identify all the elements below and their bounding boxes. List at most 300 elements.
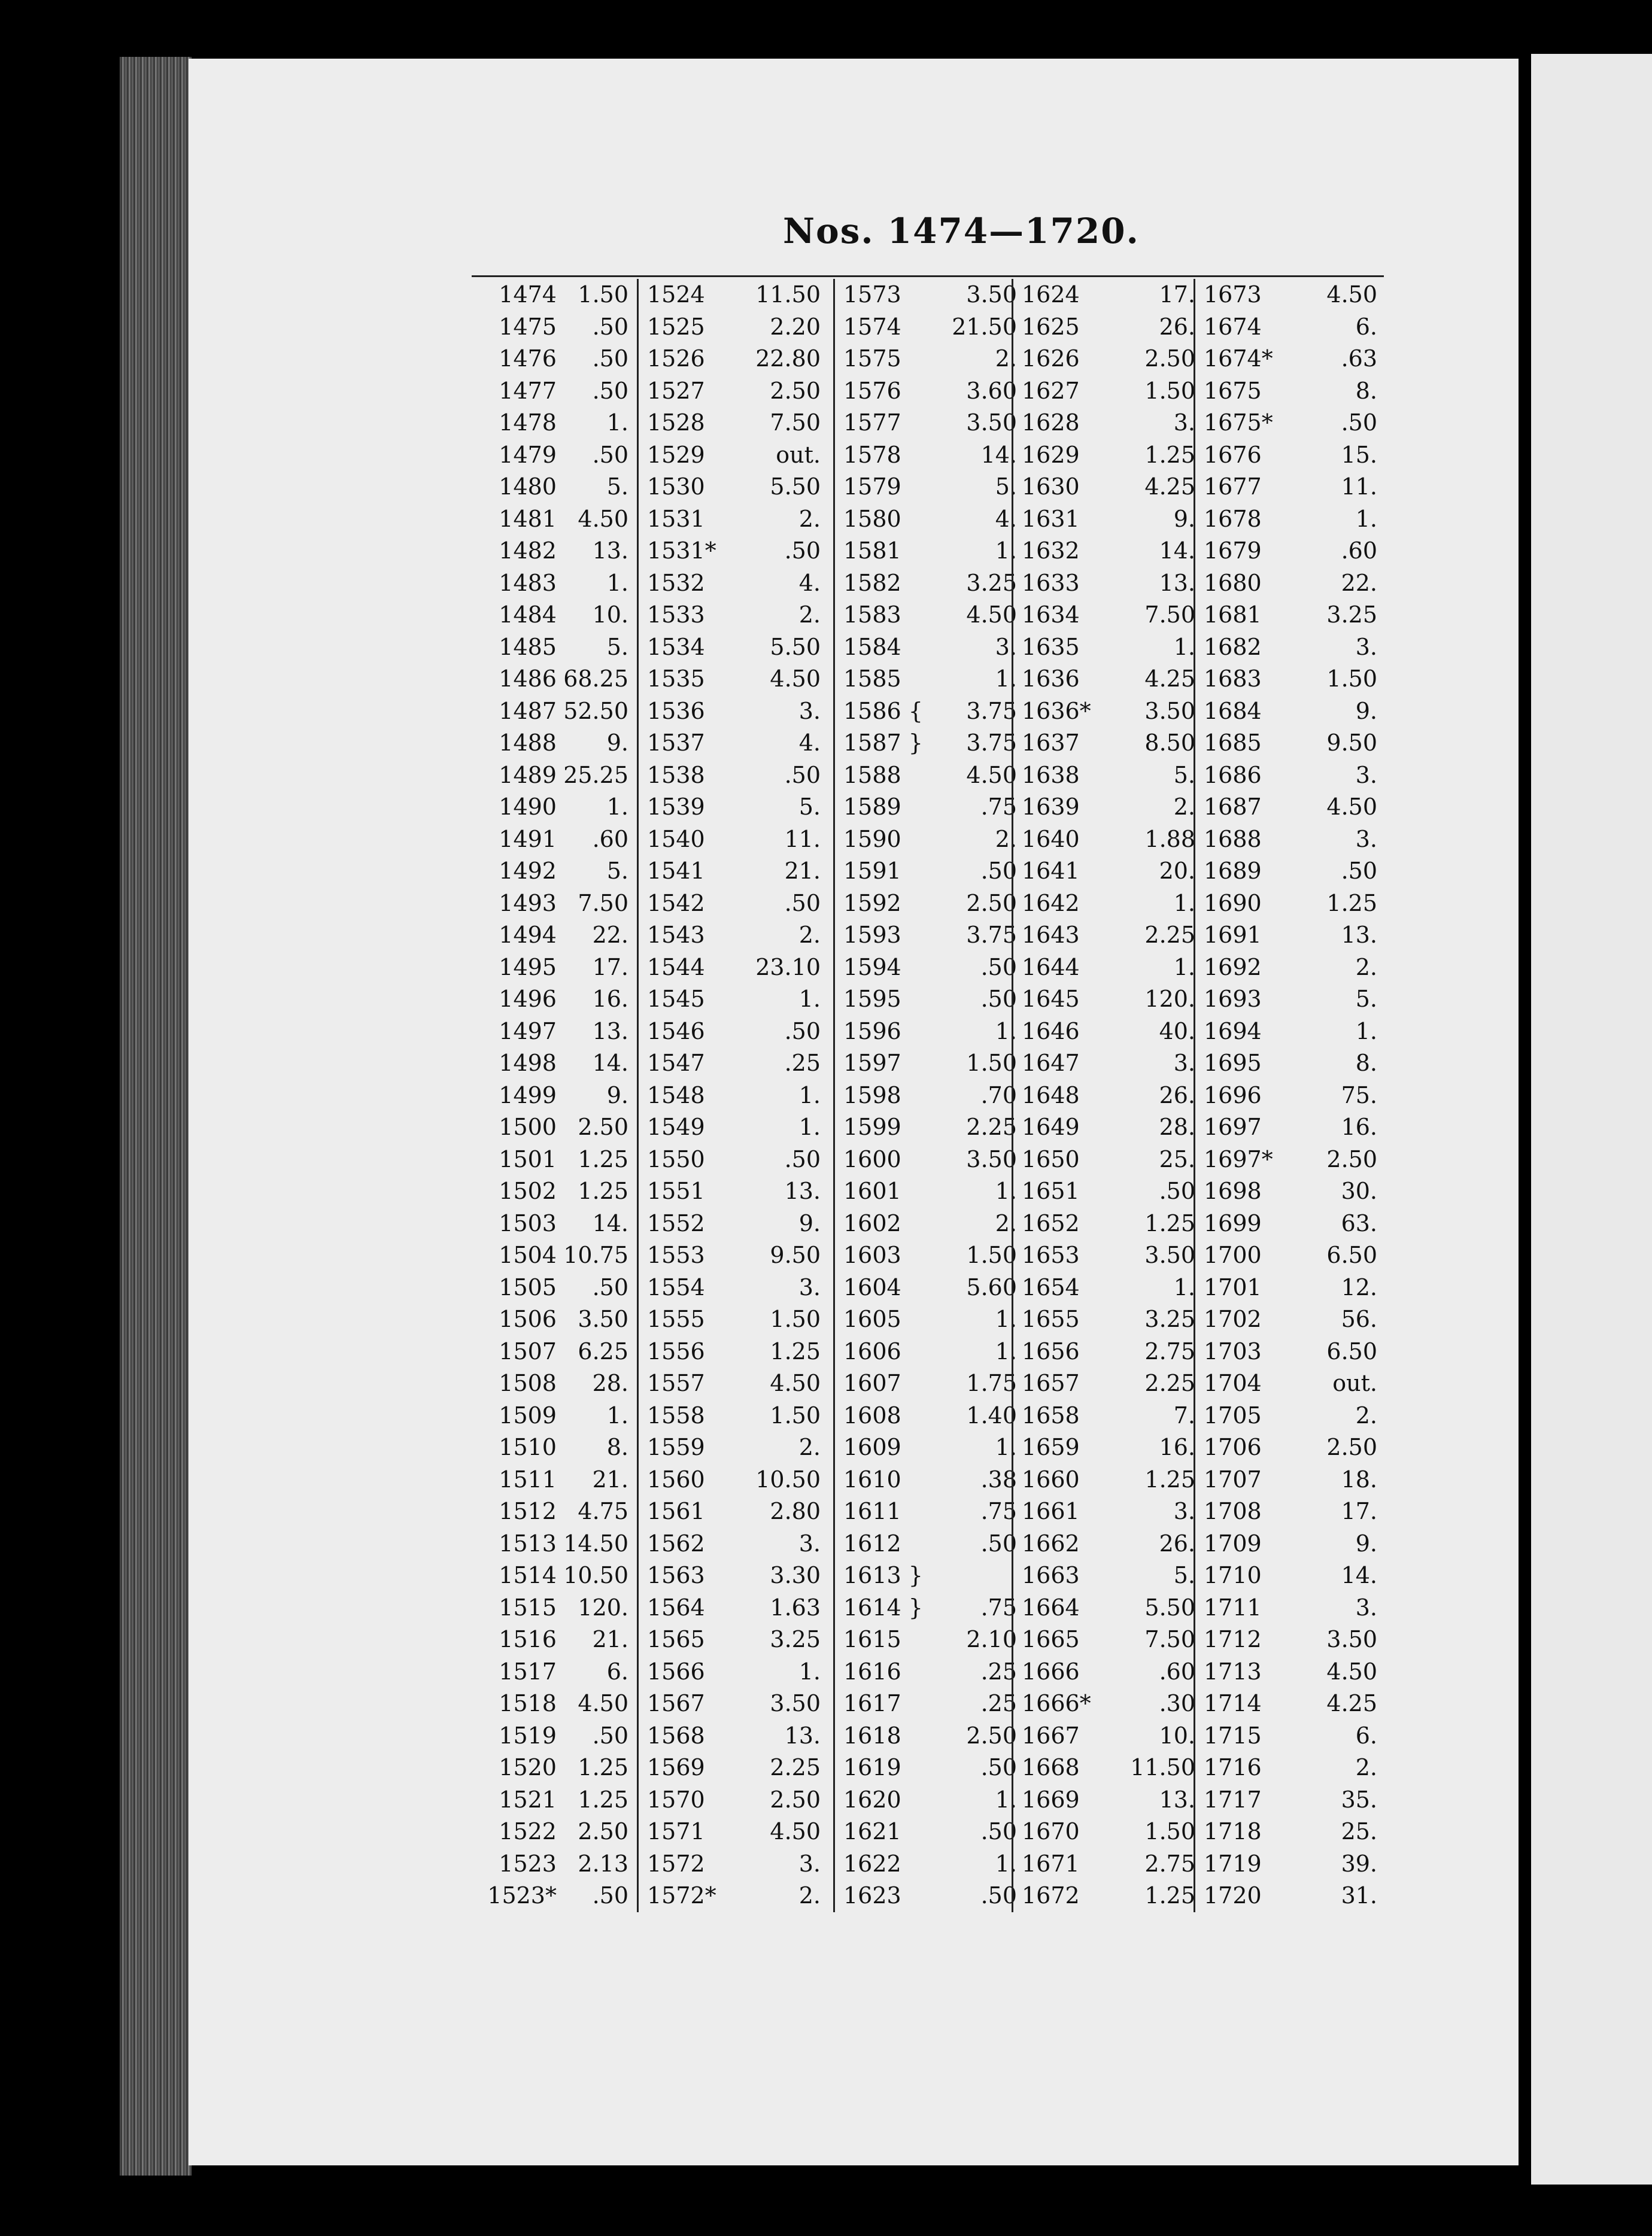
- item-price: .50: [1159, 1178, 1195, 1204]
- table-row: [647, 1336, 839, 1368]
- item-price: 1.: [798, 986, 821, 1012]
- item-number: 1556: [647, 1338, 705, 1365]
- item-price: 13.: [1159, 1786, 1195, 1813]
- table-row: [1022, 343, 1201, 375]
- item-number: 1615: [843, 1626, 901, 1652]
- table-row: [647, 1144, 839, 1176]
- item-number: 1477: [499, 377, 557, 404]
- table-row: [1022, 663, 1201, 695]
- table-row: [452, 1175, 631, 1208]
- item-number: 1716: [1204, 1754, 1262, 1781]
- table-row: [1204, 1720, 1383, 1752]
- item-number: 1539: [647, 794, 705, 820]
- item-price: 2.50: [578, 1818, 628, 1845]
- item-price: 1.25: [1144, 1466, 1195, 1493]
- item-price: 2.: [798, 1882, 821, 1909]
- table-row: [647, 727, 839, 759]
- item-price: 1.: [995, 1434, 1017, 1460]
- item-number: 1595: [843, 986, 901, 1012]
- item-number: 1521: [499, 1786, 557, 1813]
- item-number: 1694: [1204, 1017, 1262, 1044]
- item-number: 1576: [843, 377, 901, 404]
- table-row: [843, 567, 1023, 600]
- item-number: 1578: [843, 441, 901, 468]
- item-price: 7.50: [1144, 1626, 1195, 1652]
- item-number: 1671: [1022, 1850, 1080, 1877]
- item-price: 7.: [1173, 1402, 1195, 1429]
- table-row: [452, 919, 631, 952]
- item-price: 2.: [995, 1210, 1017, 1237]
- table-row: [843, 1688, 1023, 1720]
- table-row: [452, 631, 631, 664]
- table-row: [843, 1720, 1023, 1752]
- item-price: 26.: [1159, 1530, 1195, 1557]
- table-row: [1204, 279, 1383, 311]
- item-number: 1643: [1022, 922, 1080, 948]
- item-price: 52.50: [563, 697, 628, 724]
- table-row: [843, 311, 1023, 344]
- table-row: [843, 855, 1023, 888]
- table-row: [452, 1208, 631, 1240]
- table-row: [1022, 952, 1201, 984]
- item-number: 1713: [1204, 1658, 1262, 1685]
- item-number: 1610: [843, 1466, 901, 1493]
- item-price: 3.25: [770, 1626, 821, 1652]
- item-price: 3.: [1355, 633, 1377, 660]
- table-row: [843, 1560, 1023, 1592]
- table-row: [1204, 952, 1383, 984]
- table-row: [452, 343, 631, 375]
- item-price: 30.: [1341, 1178, 1377, 1204]
- item-price: out.: [1332, 1370, 1377, 1396]
- item-number: 1561: [647, 1498, 705, 1524]
- item-price: 3.75: [966, 922, 1017, 948]
- item-price: 1.: [995, 666, 1017, 692]
- table-row: [647, 375, 839, 408]
- item-price: 10.50: [563, 1562, 628, 1588]
- header-rule: [472, 275, 1384, 277]
- item-price: 2.50: [1144, 345, 1195, 372]
- table-row: [1022, 567, 1201, 600]
- item-number: 1628: [1022, 409, 1080, 436]
- item-price: .25: [784, 1050, 821, 1076]
- table-row: [843, 1432, 1023, 1464]
- item-number: 1534: [647, 633, 705, 660]
- item-price: 13.: [592, 1017, 628, 1044]
- item-number: 1542: [647, 889, 705, 916]
- table-row: [1022, 919, 1201, 952]
- table-row: [1204, 727, 1383, 759]
- item-number: 1593: [843, 922, 901, 948]
- item-price: 3.: [1173, 1498, 1195, 1524]
- item-number: 1475: [499, 313, 557, 340]
- item-price: 5.: [995, 473, 1017, 500]
- table-row: [647, 1111, 839, 1144]
- table-row: [452, 1848, 631, 1880]
- item-price: 1.50: [966, 1242, 1017, 1268]
- item-price: .50: [980, 1530, 1017, 1557]
- item-number: 1487: [499, 697, 557, 724]
- item-number: 1714: [1204, 1690, 1262, 1717]
- item-number: 1621: [843, 1818, 901, 1845]
- item-number: 1548: [647, 1081, 705, 1108]
- item-price: 21.50: [952, 313, 1017, 340]
- item-price: 8.: [606, 1434, 628, 1460]
- table-row: [647, 759, 839, 792]
- item-price: .25: [980, 1658, 1017, 1685]
- item-number: 1497: [499, 1017, 557, 1044]
- item-price: 2.10: [966, 1626, 1017, 1652]
- item-price: 1.25: [578, 1786, 628, 1813]
- table-row: [647, 1784, 839, 1816]
- table-row: [1022, 759, 1201, 792]
- item-number: 1623: [843, 1882, 901, 1909]
- item-number: 1526: [647, 345, 705, 372]
- item-number: 1499: [499, 1081, 557, 1108]
- table-row: [647, 535, 839, 567]
- item-number: 1640: [1022, 825, 1080, 852]
- item-price: 5.: [1173, 761, 1195, 788]
- item-price: .75: [980, 1594, 1017, 1621]
- item-number: 1704: [1204, 1370, 1262, 1396]
- item-price: 9.: [606, 730, 628, 756]
- item-price: 4.75: [578, 1498, 628, 1524]
- item-number: 1659: [1022, 1434, 1080, 1460]
- item-number: 1702: [1204, 1306, 1262, 1332]
- item-number: 1510: [499, 1434, 557, 1460]
- item-number: 1596: [843, 1017, 901, 1044]
- item-price: 3.50: [770, 1690, 821, 1717]
- item-price: 13.: [1159, 569, 1195, 596]
- table-row: [647, 855, 839, 888]
- item-number: 1602: [843, 1210, 901, 1237]
- table-row: [1022, 1592, 1201, 1624]
- item-number: 1502: [499, 1178, 557, 1204]
- item-number: 1680: [1204, 569, 1262, 596]
- item-price: 63.: [1341, 1210, 1377, 1237]
- item-price: 1.40: [966, 1402, 1017, 1429]
- item-number: 1550: [647, 1146, 705, 1172]
- item-number: 1673: [1204, 281, 1262, 308]
- item-number: 1488: [499, 730, 557, 756]
- item-number: 1708: [1204, 1498, 1262, 1524]
- item-price: 2.: [798, 505, 821, 532]
- item-price: 3.: [798, 1530, 821, 1557]
- table-row: [1022, 727, 1201, 759]
- item-number: 1523*: [487, 1882, 557, 1909]
- table-row: [1022, 407, 1201, 439]
- item-price: 9.: [798, 1210, 821, 1237]
- table-row: [452, 1592, 631, 1624]
- table-row: [1022, 1816, 1201, 1848]
- item-number: 1518: [499, 1690, 557, 1717]
- table-row: [1204, 407, 1383, 439]
- item-price: 10.50: [755, 1466, 821, 1493]
- table-row: [1204, 1111, 1383, 1144]
- item-price: 1.25: [1144, 441, 1195, 468]
- table-row: [1204, 631, 1383, 664]
- table-row: [1204, 1144, 1383, 1176]
- item-number: 1710: [1204, 1562, 1262, 1588]
- item-price: 4.25: [1144, 473, 1195, 500]
- item-price: 12.: [1341, 1274, 1377, 1301]
- item-number: 1493: [499, 889, 557, 916]
- item-number: 1656: [1022, 1338, 1080, 1365]
- item-price: 1.50: [1144, 1818, 1195, 1845]
- item-price: 3.: [1355, 761, 1377, 788]
- item-price: 3.: [1173, 1050, 1195, 1076]
- item-number: 1573: [843, 281, 901, 308]
- item-number: 1530: [647, 473, 705, 500]
- item-number: 1560: [647, 1466, 705, 1493]
- item-number: 1666: [1022, 1658, 1080, 1685]
- item-price: 5.50: [1144, 1594, 1195, 1621]
- item-price: 9.: [1355, 697, 1377, 724]
- item-number: 1692: [1204, 953, 1262, 980]
- item-price: 31.: [1341, 1882, 1377, 1909]
- item-number: 1543: [647, 922, 705, 948]
- item-price: 4.: [798, 569, 821, 596]
- item-number: 1654: [1022, 1274, 1080, 1301]
- table-row: [452, 855, 631, 888]
- item-price: 11.: [1341, 473, 1377, 500]
- table-row: [843, 407, 1023, 439]
- table-row: [1022, 1144, 1201, 1176]
- table-row: [843, 1175, 1023, 1208]
- item-number: 1587 }: [843, 730, 923, 756]
- item-number: 1651: [1022, 1178, 1080, 1204]
- item-price: 3.50: [966, 1146, 1017, 1172]
- table-row: [647, 599, 839, 631]
- item-price: 1.: [798, 1658, 821, 1685]
- price-column-2: [637, 279, 839, 1912]
- table-row: [1022, 535, 1201, 567]
- item-number: 1703: [1204, 1338, 1262, 1365]
- table-row: [1204, 1336, 1383, 1368]
- item-price: 1.: [1173, 1274, 1195, 1301]
- table-row: [1022, 1400, 1201, 1432]
- table-row: [843, 1336, 1023, 1368]
- item-price: 2.50: [1326, 1434, 1377, 1460]
- item-price: 1.: [995, 537, 1017, 564]
- item-price: 6.: [606, 1658, 628, 1685]
- table-row: [1022, 1752, 1201, 1784]
- table-row: [843, 1080, 1023, 1112]
- item-number: 1641: [1022, 858, 1080, 884]
- item-price: 1.25: [1144, 1882, 1195, 1909]
- table-row: [1204, 1624, 1383, 1656]
- item-number: 1697*: [1204, 1146, 1273, 1172]
- item-price: 16.: [1341, 1114, 1377, 1140]
- table-row: [1204, 1560, 1383, 1592]
- item-price: .50: [1341, 858, 1377, 884]
- item-number: 1685: [1204, 730, 1262, 756]
- item-price: 21.: [592, 1626, 628, 1652]
- item-price: 8.: [1355, 377, 1377, 404]
- item-price: 4.50: [1326, 1658, 1377, 1685]
- item-number: 1675*: [1204, 409, 1273, 436]
- item-price: 1.: [1173, 889, 1195, 916]
- table-row: [1204, 1816, 1383, 1848]
- item-number: 1635: [1022, 633, 1080, 660]
- item-price: out.: [776, 441, 821, 468]
- item-price: 11.50: [755, 281, 821, 308]
- item-price: 3.25: [1326, 601, 1377, 628]
- table-row: [452, 1816, 631, 1848]
- item-number: 1568: [647, 1722, 705, 1749]
- item-price: 1.: [1173, 633, 1195, 660]
- table-row: [452, 1720, 631, 1752]
- table-row: [843, 695, 1023, 728]
- item-number: 1645: [1022, 986, 1080, 1012]
- table-row: [1022, 1880, 1201, 1912]
- item-number: 1566: [647, 1658, 705, 1685]
- table-row: [1022, 1720, 1201, 1752]
- table-row: [452, 791, 631, 824]
- item-number: 1676: [1204, 441, 1262, 468]
- table-row: [452, 1304, 631, 1336]
- item-price: .60: [1341, 537, 1377, 564]
- item-price: 1.: [606, 569, 628, 596]
- item-price: 3.50: [966, 409, 1017, 436]
- item-number: 1514: [499, 1562, 557, 1588]
- table-row: [1204, 1592, 1383, 1624]
- item-number: 1634: [1022, 601, 1080, 628]
- item-number: 1553: [647, 1242, 705, 1268]
- item-number: 1688: [1204, 825, 1262, 852]
- table-row: [452, 824, 631, 856]
- item-price: 2.: [798, 601, 821, 628]
- table-row: [843, 663, 1023, 695]
- table-row: [843, 1304, 1023, 1336]
- item-price: 13.: [784, 1722, 821, 1749]
- table-row: [452, 1784, 631, 1816]
- item-price: 7.50: [1144, 601, 1195, 628]
- table-row: [647, 279, 839, 311]
- item-number: 1633: [1022, 569, 1080, 596]
- table-row: [647, 1560, 839, 1592]
- table-row: [843, 1592, 1023, 1624]
- item-price: 2.25: [1144, 922, 1195, 948]
- item-price: .60: [592, 825, 628, 852]
- item-price: 1.50: [578, 281, 628, 308]
- table-row: [452, 407, 631, 439]
- table-row: [647, 1239, 839, 1272]
- item-number: 1586 {: [843, 697, 923, 724]
- item-number: 1522: [499, 1818, 557, 1845]
- item-price: 4.50: [770, 666, 821, 692]
- item-number: 1589: [843, 794, 901, 820]
- item-price: 13.: [1341, 922, 1377, 948]
- item-price: 1.25: [1326, 889, 1377, 916]
- item-price: .50: [592, 1274, 628, 1301]
- table-row: [1204, 919, 1383, 952]
- item-number: 1481: [499, 505, 557, 532]
- item-number: 1554: [647, 1274, 705, 1301]
- table-row: [1022, 279, 1201, 311]
- item-number: 1709: [1204, 1530, 1262, 1557]
- item-price: 1.: [995, 1017, 1017, 1044]
- item-number: 1606: [843, 1338, 901, 1365]
- item-number: 1668: [1022, 1754, 1080, 1781]
- table-row: [1204, 1688, 1383, 1720]
- table-row: [1022, 1016, 1201, 1048]
- item-number: 1718: [1204, 1818, 1262, 1845]
- item-price: 17.: [592, 953, 628, 980]
- item-price: .70: [980, 1081, 1017, 1108]
- item-number: 1617: [843, 1690, 901, 1717]
- item-price: 1.25: [578, 1146, 628, 1172]
- table-row: [452, 727, 631, 759]
- item-number: 1603: [843, 1242, 901, 1268]
- table-row: [1022, 855, 1201, 888]
- item-number: 1696: [1204, 1081, 1262, 1108]
- item-number: 1625: [1022, 313, 1080, 340]
- table-row: [1204, 1272, 1383, 1304]
- table-row: [843, 1848, 1023, 1880]
- item-number: 1516: [499, 1626, 557, 1652]
- item-price: 3.50: [1326, 1626, 1377, 1652]
- table-row: [843, 1239, 1023, 1272]
- item-price: 14.: [1341, 1562, 1377, 1588]
- item-price: 2.: [995, 825, 1017, 852]
- item-price: 1.25: [770, 1338, 821, 1365]
- table-row: [1204, 1528, 1383, 1560]
- item-price: 1.50: [770, 1402, 821, 1429]
- item-price: 4.50: [578, 1690, 628, 1717]
- item-number: 1666*: [1022, 1690, 1091, 1717]
- table-row: [452, 1400, 631, 1432]
- item-price: 120.: [578, 1594, 628, 1621]
- table-row: [843, 279, 1023, 311]
- item-price: 14.: [592, 1210, 628, 1237]
- table-row: [843, 1496, 1023, 1528]
- table-row: [843, 343, 1023, 375]
- item-price: .50: [784, 537, 821, 564]
- item-price: 14.50: [563, 1530, 628, 1557]
- table-row: [843, 1111, 1023, 1144]
- table-row: [843, 952, 1023, 984]
- item-number: 1715: [1204, 1722, 1262, 1749]
- table-row: [843, 791, 1023, 824]
- item-number: 1598: [843, 1081, 901, 1108]
- item-number: 1624: [1022, 281, 1080, 308]
- item-number: 1614 }: [843, 1594, 923, 1621]
- table-row: [1204, 471, 1383, 503]
- item-price: 25.25: [563, 761, 628, 788]
- item-price: 2.: [1355, 953, 1377, 980]
- table-row: [452, 1111, 631, 1144]
- item-price: 3.75: [966, 697, 1017, 724]
- item-number: 1531: [647, 505, 705, 532]
- item-price: 4.25: [1326, 1690, 1377, 1717]
- item-number: 1575: [843, 345, 901, 372]
- item-number: 1538: [647, 761, 705, 788]
- item-number: 1636: [1022, 666, 1080, 692]
- item-number: 1686: [1204, 761, 1262, 788]
- table-row: [843, 1880, 1023, 1912]
- item-number: 1577: [843, 409, 901, 436]
- item-price: 1.: [1173, 953, 1195, 980]
- table-row: [1204, 503, 1383, 536]
- table-row: [1204, 1880, 1383, 1912]
- item-number: 1503: [499, 1210, 557, 1237]
- item-price: 3.60: [966, 377, 1017, 404]
- table-row: [647, 919, 839, 952]
- item-number: 1646: [1022, 1017, 1080, 1044]
- table-row: [1204, 855, 1383, 888]
- item-number: 1591: [843, 858, 901, 884]
